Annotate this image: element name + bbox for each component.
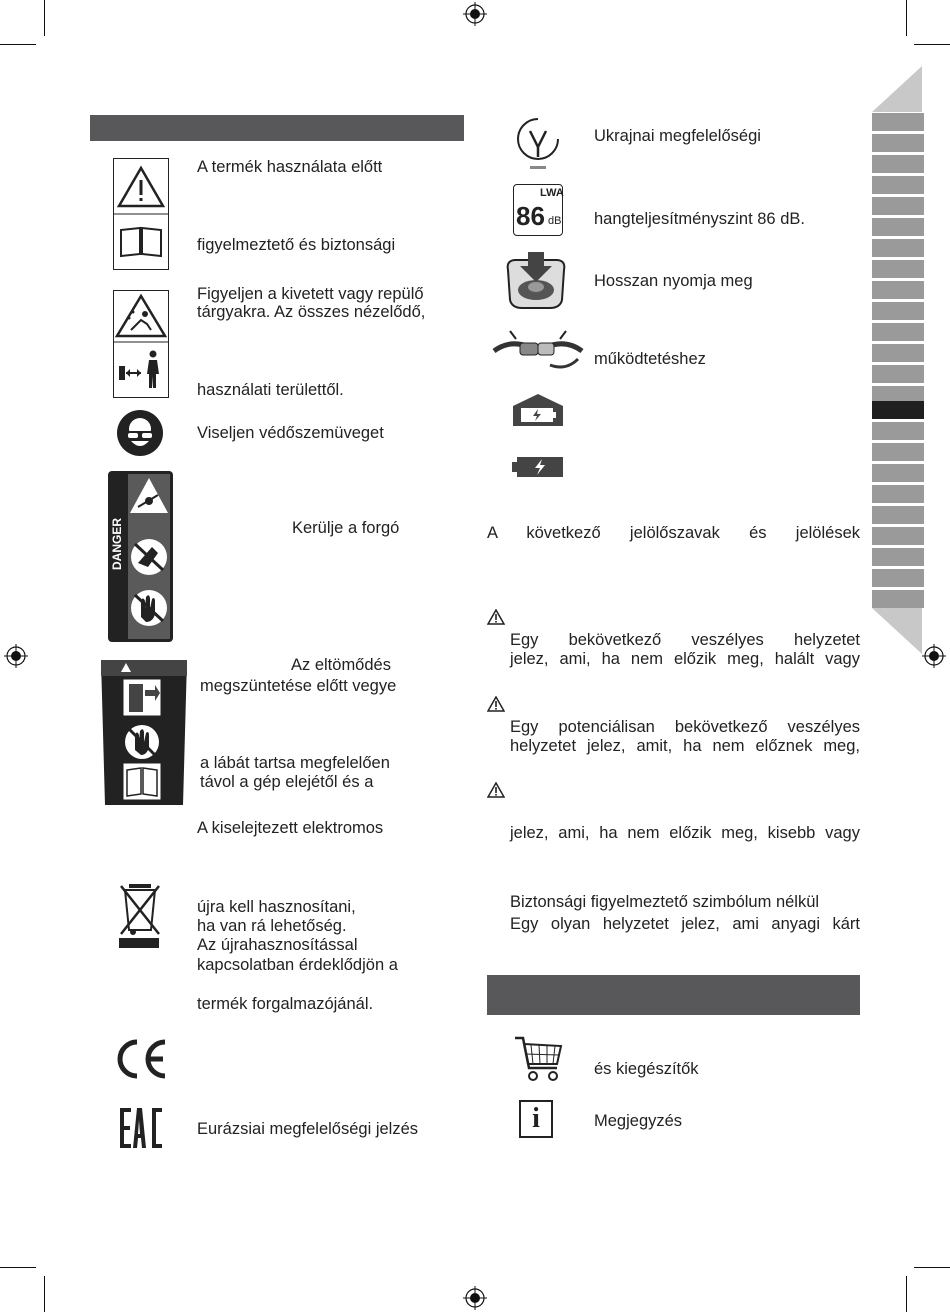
rotating-text: Kerülje a forgó: [292, 519, 400, 537]
sound-power-label: [513, 184, 563, 236]
note-text: Megjegyzés: [594, 1112, 683, 1130]
alert-triangle-icon: [487, 609, 505, 625]
crop-mark: [0, 1267, 36, 1268]
lwa-label: LWA: [540, 187, 564, 199]
thrown-objects-text-2: tárgyakra. Az összes nézelődő,: [197, 303, 426, 321]
info-icon: i: [519, 1100, 553, 1138]
language-tab[interactable]: [872, 281, 924, 299]
feet-text-1: a lábát tartsa megfelelően: [200, 754, 390, 772]
weee-text: A kiselejtezett elektromos: [197, 819, 384, 837]
lwa-unit: dB: [548, 215, 562, 227]
language-tab[interactable]: [872, 218, 924, 236]
clog-warning-label: [101, 660, 187, 805]
language-tab[interactable]: [872, 113, 924, 131]
danger-vertical-label: DANGER: [110, 518, 124, 571]
language-tab[interactable]: [872, 569, 924, 587]
warning-desc-1: Egy potenciálisan bekövetkező veszélyes: [510, 718, 860, 736]
crop-mark: [44, 0, 45, 36]
crop-mark: [914, 1267, 950, 1268]
press-text: Hosszan nyomja meg: [594, 272, 753, 290]
language-tab[interactable]: [872, 176, 924, 194]
language-tab[interactable]: [872, 344, 924, 362]
notice-desc-1: Biztonsági figyelmeztető szimbólum nélkül: [510, 893, 820, 911]
accessories-text: és kiegészítők: [594, 1060, 699, 1078]
goggles-icon: [116, 409, 164, 457]
language-tab[interactable]: [872, 365, 924, 383]
language-tab[interactable]: [872, 197, 924, 215]
language-tab[interactable]: [872, 302, 924, 320]
language-tab-active[interactable]: [872, 401, 924, 419]
language-tab[interactable]: [872, 590, 924, 608]
ukrainian-conformity-text: Ukrajnai megfelelőségi: [594, 127, 761, 145]
language-tab[interactable]: [872, 422, 924, 440]
thrown-objects-text-1: Figyeljen a kivetett vagy repülő: [197, 285, 424, 303]
recycle-text-3: Az újrahasznosítással: [197, 936, 358, 954]
registration-mark-icon: [922, 644, 946, 668]
caution-desc-2: jelez, ami, ha nem előzik meg, kisebb vagy: [510, 824, 860, 842]
notice-desc-2: Egy olyan helyzetet jelez, ami anyagi kárt: [510, 915, 860, 933]
crop-mark: [906, 0, 907, 36]
clog-text-2: megszüntetése előtt vegye: [200, 677, 397, 695]
warning-text: A termék használata előtt: [197, 158, 383, 176]
language-tab[interactable]: [872, 548, 924, 566]
feet-text-2: távol a gép elejétől és a: [200, 773, 374, 791]
recycle-text-5: termék forgalmazójánál.: [197, 995, 374, 1013]
crop-mark: [906, 1276, 907, 1312]
clog-text: Az eltömődés: [291, 656, 391, 674]
alert-triangle-icon: [487, 782, 505, 798]
crop-mark: [0, 44, 36, 45]
recycle-text-1: újra kell hasznosítani,: [197, 898, 356, 916]
signal-intro-text: A következő jelölőszavak és jelölések: [487, 524, 860, 542]
danger-desc-2: jelez, ami, ha nem előzik meg, halált vagy: [510, 650, 860, 668]
alert-triangle-icon: [487, 696, 505, 712]
recycle-text-2: ha van rá lehetőség.: [197, 917, 347, 935]
language-tab[interactable]: [872, 464, 924, 482]
manual-text: figyelmeztető és biztonsági: [197, 236, 396, 254]
warning-desc-2: helyzetet jelez, amit, ha nem előznek meg,: [510, 737, 860, 755]
registration-mark-icon: [4, 644, 28, 668]
eac-text: Eurázsiai megfelelőségi jelzés: [197, 1120, 419, 1138]
shopping-cart-icon: [513, 1034, 563, 1084]
language-tab[interactable]: [872, 506, 924, 524]
sound-power-text: hangteljesítményszint 86 dB.: [594, 210, 805, 228]
registration-mark-icon: [463, 1286, 487, 1310]
language-tab[interactable]: [872, 323, 924, 341]
language-tab[interactable]: [872, 485, 924, 503]
language-tab[interactable]: [872, 443, 924, 461]
ukrainian-conformity-icon: [516, 117, 560, 173]
section-header-bar: [90, 115, 464, 141]
language-tab[interactable]: [872, 134, 924, 152]
language-tab[interactable]: [872, 155, 924, 173]
recycle-text-4: kapcsolatban érdeklődjön a: [197, 956, 398, 974]
ce-mark-icon: [113, 1037, 169, 1081]
crop-mark: [44, 1276, 45, 1312]
lwa-value: 86: [516, 201, 545, 231]
danger-label: [108, 471, 173, 642]
warning-manual-icon: [113, 158, 169, 270]
section-header-bar: [487, 975, 860, 1015]
press-button-icon: [500, 250, 572, 312]
goggles-text: Viseljen védőszemüveget: [197, 424, 384, 442]
registration-mark-icon: [463, 2, 487, 26]
handlebar-operate-icon: [490, 325, 586, 375]
area-text: használati területtől.: [197, 381, 344, 399]
crop-mark: [914, 44, 950, 45]
language-tab[interactable]: [872, 527, 924, 545]
weee-bin-icon: [115, 880, 163, 950]
danger-desc-1: Egy bekövetkező veszélyes helyzetet: [510, 631, 860, 649]
operate-text: működtetéshez: [594, 350, 706, 368]
language-tab[interactable]: [872, 239, 924, 257]
thrown-objects-icon: [113, 290, 169, 398]
language-tab[interactable]: [872, 260, 924, 278]
battery-charging-icon: [511, 455, 565, 479]
eac-mark-icon: [118, 1106, 164, 1150]
garage-battery-icon: [511, 392, 565, 428]
